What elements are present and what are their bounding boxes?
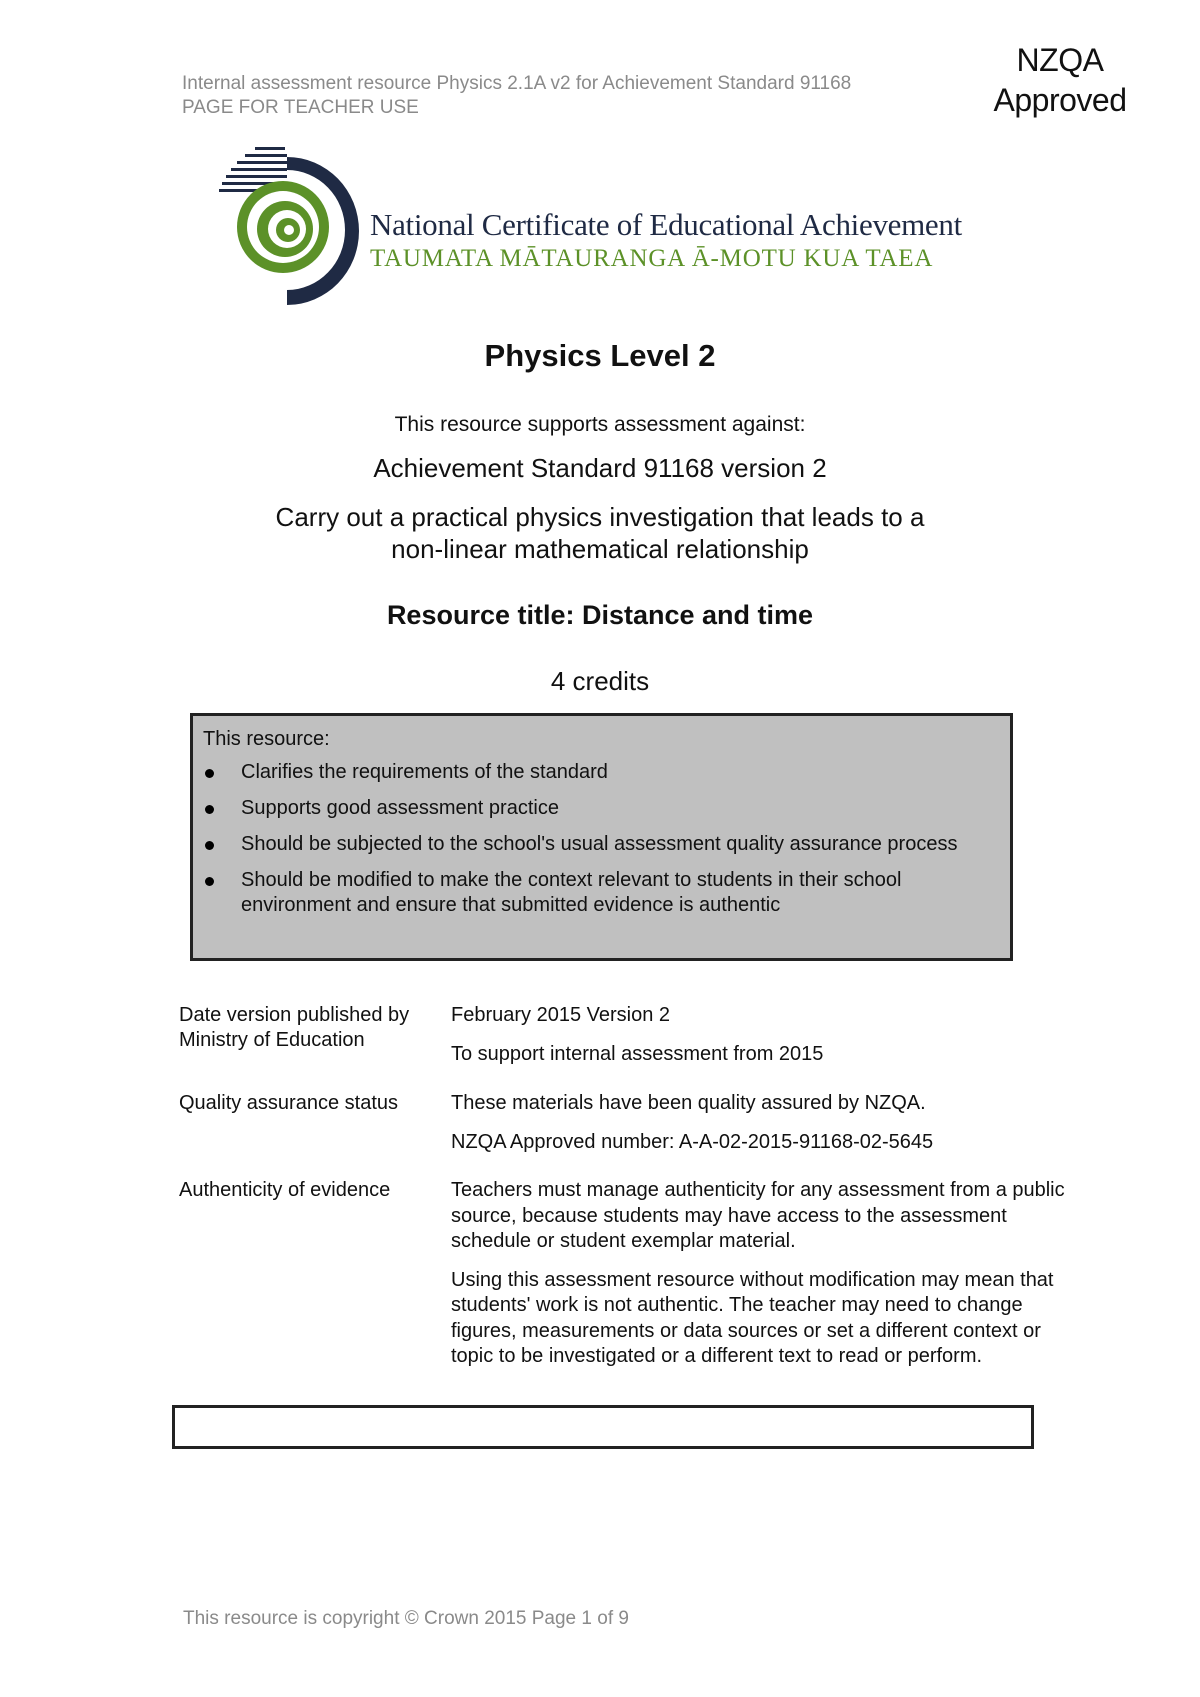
list-item-text: Clarifies the requirements of the standard <box>241 761 608 783</box>
badge-line-1: NZQA <box>1016 42 1104 78</box>
logo-text-english: National Certificate of Educational Achievement <box>370 207 962 242</box>
bullet-icon <box>205 877 214 886</box>
list-item <box>203 832 996 857</box>
info-value-line: To support internal assessment from 2015 <box>451 1042 824 1065</box>
resource-title: Resource title: Distance and time <box>386 600 814 630</box>
description-line-1: Carry out a practical physics investigation that leads to a <box>275 502 925 532</box>
list-item-text: Should be subjected to the school's usual assessment quality assurance process <box>241 833 958 855</box>
bullet-icon <box>205 805 214 814</box>
header-teacher-use: PAGE FOR TEACHER USE <box>182 97 419 118</box>
info-value-line: These materials have been quality assured by NZQA. <box>451 1092 926 1114</box>
list-item <box>203 760 996 785</box>
list-item <box>203 796 996 821</box>
info-label: Authenticity of evidence <box>179 1179 391 1201</box>
info-value-line: February 2015 Version 2 <box>451 1004 671 1026</box>
badge-line-2: Approved <box>993 82 1127 118</box>
list-item <box>203 868 996 918</box>
info-label: Quality assurance status <box>179 1092 398 1114</box>
list-item-text: Should be modified to make the context relevant to students in their school environment and ensure that submitted evidence is authentic <box>241 869 902 916</box>
nzqa-approved-badge <box>975 40 1145 120</box>
resource-info-box <box>190 713 1013 961</box>
bullet-icon <box>205 841 214 850</box>
info-value <box>451 1003 1081 1080</box>
standard-text: Achievement Standard 91168 version 2 <box>373 453 827 483</box>
ncea-logo <box>215 145 975 320</box>
info-value-line: Using this assessment resource without modification may mean that students' work is not authentic. The teacher may need to change figures, measurements or data sources or set a different context or topic to be investigated or a different text to read or perform. <box>451 1268 1054 1367</box>
page-title: Physics Level 2 <box>484 338 716 373</box>
info-value-line: NZQA Approved number: A-A-02-2015-91168-02-5645 <box>451 1130 934 1153</box>
list-item-text: Supports good assessment practice <box>241 797 559 819</box>
logo-text-maori: TAUMATA MĀTAURANGA Ā-MOTU KUA TAEA <box>370 245 934 272</box>
resource-box-intro: This resource: <box>203 728 330 750</box>
credits: 4 credits <box>550 666 650 696</box>
resource-box-list <box>203 760 996 918</box>
bullet-icon <box>205 769 214 778</box>
koru-spiral-icon <box>215 145 360 315</box>
header-resource-line: Internal assessment resource Physics 2.1A v2 for Achievement Standard 91168 <box>182 73 852 94</box>
info-value-line: Teachers must manage authenticity for any assessment from a public source, because students may have access to the assessment schedule or student exemplar material. <box>451 1179 1065 1252</box>
supports-text: This resource supports assessment against: <box>394 413 806 436</box>
info-value <box>451 1091 1081 1168</box>
description-line-2: non-linear mathematical relationship <box>391 534 809 564</box>
info-label: Date version published by Ministry of Education <box>179 1004 410 1051</box>
empty-bordered-box <box>172 1405 1034 1449</box>
info-value <box>451 1178 1081 1383</box>
footer-copyright: This resource is copyright © Crown 2015 Page 1 of 9 <box>183 1608 629 1629</box>
